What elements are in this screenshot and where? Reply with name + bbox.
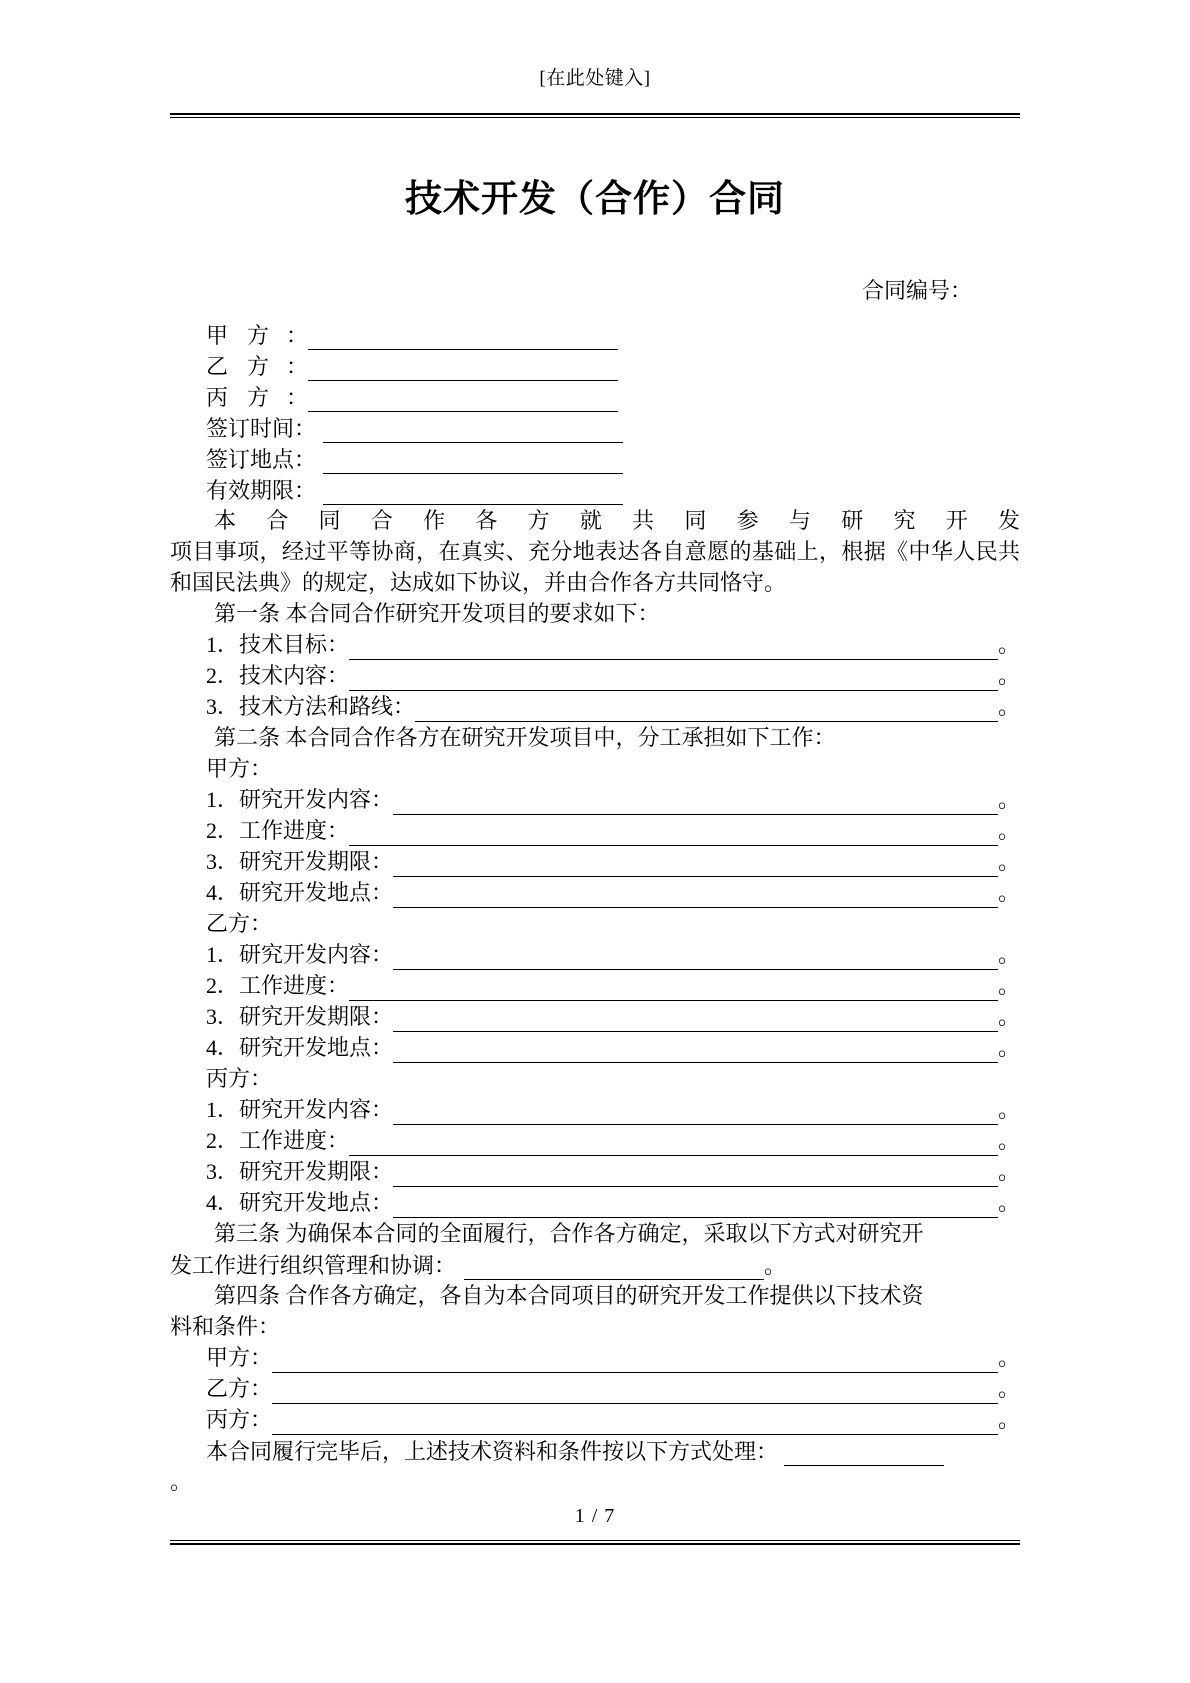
clause-4-party-c-period: 。 [997,1406,1020,1432]
clause-2-party-b-item-3 [170,1001,1020,1032]
clause-1-item-1 [170,629,1020,660]
item-number: 3． [206,1158,240,1184]
clause-4-party-a-row [170,1342,1020,1373]
clause-4-heading-line-2: 料和条件： [170,1313,281,1339]
header-placeholder-text: [在此处键入] [539,68,651,89]
item-label: 研究开发期限： [239,848,394,874]
item-number: 4． [206,879,240,905]
clause-3-label: 发工作进行组织管理和协调： [170,1252,457,1278]
item-label: 研究开发地点： [239,879,394,905]
field-label-party-c: 丙 方 ： [206,384,308,410]
item-input[interactable] [349,637,998,660]
item-number: 2． [206,972,240,998]
clause-2-party-b-item-2 [170,970,1020,1001]
clause-2-party-b-item-1 [170,939,1020,970]
page-footer [170,1505,1020,1545]
clause-4-closing-input[interactable] [784,1443,944,1466]
item-number: 1． [206,786,240,812]
clause-4-closing-period: 。 [170,1468,193,1494]
item-number: 1． [206,941,240,967]
item-label: 技术方法和路线： [239,693,416,719]
clause-2-party-c-item-1 [170,1094,1020,1125]
item-label: 工作进度： [239,1127,350,1153]
clause-3-input[interactable] [464,1257,764,1280]
item-period: 。 [997,879,1020,905]
clause-3-period: 。 [764,1252,787,1278]
field-row-valid-period [170,474,1020,505]
field-row-sign-date [170,412,1020,443]
clause-2-party-a-item-1 [170,784,1020,815]
field-row-party-c [170,381,1020,412]
item-label: 技术内容： [239,662,350,688]
item-period: 。 [997,1127,1020,1153]
clause-4-heading-line-1: 第四条 合作各方确定，各自为本合同项目的研究开发工作提供以下技术资 [214,1282,924,1308]
item-input[interactable] [393,1040,998,1063]
item-period: 。 [997,1158,1020,1184]
clause-3-heading-line-1: 第三条 为确保本合同的全面履行，合作各方确定，采取以下方式对研究开 [214,1220,924,1246]
item-label: 研究开发期限： [239,1003,394,1029]
clause-4-party-b-period: 。 [997,1375,1020,1401]
item-input[interactable] [393,1195,998,1218]
field-label-valid-period: 有效期限： [206,477,317,503]
item-label: 研究开发期限： [239,1158,394,1184]
field-label-sign-place: 签订地点： [206,446,317,472]
item-input[interactable] [393,854,998,877]
clause-2-party-a-item-3 [170,846,1020,877]
item-input[interactable] [393,885,998,908]
item-period: 。 [997,1003,1020,1029]
field-label-party-a: 甲 方 ： [206,322,308,348]
item-period: 。 [997,941,1020,967]
field-label-sign-date: 签订时间： [206,415,317,441]
item-label: 研究开发内容： [239,941,394,967]
item-input[interactable] [415,699,998,722]
field-input-party-a[interactable] [308,327,618,350]
item-input[interactable] [393,792,998,815]
clause-2-party-c-item-2 [170,1125,1020,1156]
clause-4-closing-text: 本合同履行完毕后，上述技术资料和条件按以下方式处理： [206,1438,779,1464]
item-input[interactable] [349,1133,998,1156]
item-input[interactable] [349,668,998,691]
item-label: 研究开发地点： [239,1034,394,1060]
field-input-party-c[interactable] [308,389,618,412]
clause-2-party-c-heading: 丙方： [206,1065,273,1091]
item-input[interactable] [349,823,998,846]
item-label: 技术目标： [239,631,350,657]
party-fields-block [170,319,1020,505]
item-input[interactable] [393,1009,998,1032]
item-period: 。 [997,786,1020,812]
item-input[interactable] [393,1164,998,1187]
clause-4-party-b-label: 乙方： [206,1375,273,1401]
clause-2-party-c-item-3 [170,1156,1020,1187]
clause-4-party-c-row [170,1404,1020,1435]
item-period: 。 [997,631,1020,657]
item-label: 研究开发地点： [239,1189,394,1215]
clause-2-party-b-heading: 乙方： [206,910,273,936]
header-divider [170,113,1020,118]
preamble-first-line: 本合同合作各方就共同参与研究开发 [214,507,1020,533]
clause-1-item-2 [170,660,1020,691]
clause-1-item-3 [170,691,1020,722]
field-input-party-b[interactable] [308,358,618,381]
clause-1-heading: 第一条 本合同合作研究开发项目的要求如下： [214,600,660,626]
footer-divider [170,1540,1020,1545]
field-row-party-b [170,350,1020,381]
item-input[interactable] [393,1102,998,1125]
item-period: 。 [997,817,1020,843]
clause-4-party-c-label: 丙方： [206,1406,273,1432]
item-number: 4． [206,1034,240,1060]
preamble-rest: 项目事项，经过平等协商，在真实、充分地表达各自意愿的基础上，根据《中华人民共和国民法典》的规定，达成如下协议，并由合作各方共同恪守。 [170,538,1020,595]
item-label: 工作进度： [239,972,350,998]
clause-4-closing-row [170,1435,1020,1466]
clause-4-party-c-input[interactable] [272,1412,998,1435]
clause-4-party-b-input[interactable] [272,1381,998,1404]
preamble-paragraph [170,505,1020,598]
item-period: 。 [997,693,1020,719]
item-number: 3． [206,693,240,719]
item-period: 。 [997,848,1020,874]
field-label-party-b: 乙 方 ： [206,353,308,379]
item-label: 工作进度： [239,817,350,843]
item-label: 研究开发内容： [239,1096,394,1122]
clause-2-party-c-item-4 [170,1187,1020,1218]
field-row-party-a [170,319,1020,350]
field-input-sign-date[interactable] [323,420,623,443]
item-input[interactable] [349,978,998,1001]
item-number: 2． [206,662,240,688]
item-period: 。 [997,1096,1020,1122]
item-number: 1． [206,1096,240,1122]
item-period: 。 [997,1189,1020,1215]
item-period: 。 [997,662,1020,688]
clause-2-party-a-item-4 [170,877,1020,908]
item-number: 3． [206,848,240,874]
footer-page-number: 1 / 7 [574,1505,616,1527]
clause-4-party-a-input[interactable] [272,1350,998,1373]
item-period: 。 [997,1034,1020,1060]
item-number: 2． [206,817,240,843]
item-number: 1． [206,631,240,657]
page-header [170,0,1020,91]
clause-3-line-2 [170,1249,1020,1280]
clause-4-party-a-period: 。 [997,1344,1020,1370]
item-number: 4． [206,1189,240,1215]
item-input[interactable] [393,947,998,970]
field-row-sign-place [170,443,1020,474]
page-title: 技术开发（合作）合同 [405,177,785,219]
item-period: 。 [997,972,1020,998]
clause-2-heading: 第二条 本合同合作各方在研究开发项目中，分工承担如下工作： [214,724,836,750]
item-label: 研究开发内容： [239,786,394,812]
item-number: 2． [206,1127,240,1153]
item-number: 3． [206,1003,240,1029]
contract-number-label: 合同编号： [861,277,972,303]
clause-4-party-a-label: 甲方： [206,1344,273,1370]
field-input-valid-period[interactable] [323,482,623,505]
clause-2-party-a-heading: 甲方： [206,755,273,781]
clause-4-party-b-row [170,1373,1020,1404]
clause-2-party-a-item-2 [170,815,1020,846]
field-input-sign-place[interactable] [323,451,623,474]
clause-2-party-b-item-4 [170,1032,1020,1063]
